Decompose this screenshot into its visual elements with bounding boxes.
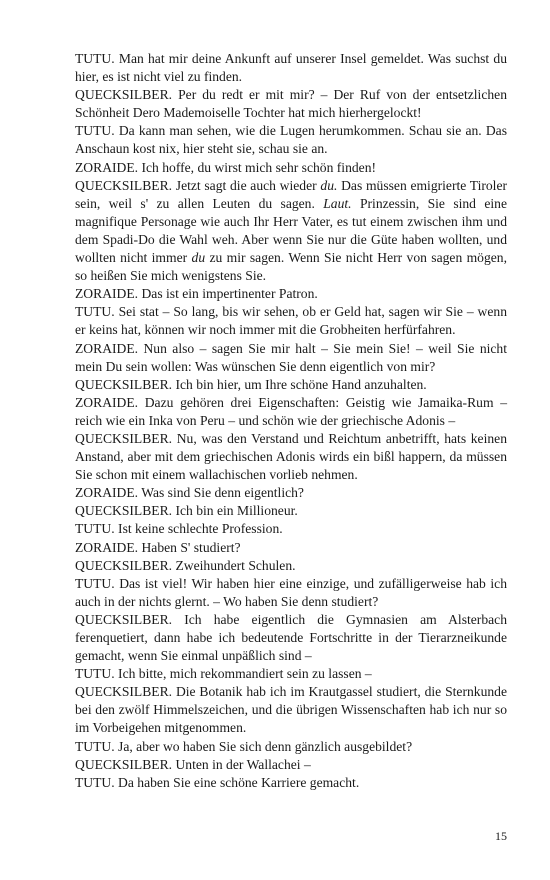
paragraph xyxy=(75,376,507,394)
speaker: QUECKSILBER. xyxy=(75,177,173,193)
page-text xyxy=(75,50,507,792)
paragraph xyxy=(75,340,507,376)
paragraph xyxy=(75,303,507,339)
dialogue: Zweihundert Schulen. xyxy=(175,557,296,573)
paragraph xyxy=(75,484,507,502)
dialogue: Unten in der Wallachei – xyxy=(175,756,311,772)
dialogue: Ich hoffe, du wirst mich sehr schön finden! xyxy=(141,159,377,175)
emphasis: du. xyxy=(320,177,338,193)
emphasis: du xyxy=(191,250,206,266)
paragraph xyxy=(75,738,507,756)
speaker: TUTU. xyxy=(75,575,115,591)
speaker: QUECKSILBER. xyxy=(75,611,173,627)
dialogue: Was sind Sie denn eigentlich? xyxy=(141,485,304,501)
paragraph xyxy=(75,539,507,557)
paragraph xyxy=(75,611,507,665)
paragraph xyxy=(75,122,507,158)
dialogue: Ja, aber wo haben Sie sich denn gänzlich ausgebildet? xyxy=(118,738,413,754)
dialogue: Da kann man sehen, wie die Lugen herumkommen. Schau sie an. Das Anschaun kost nix, hier steht sie, schau sie an. xyxy=(75,123,507,157)
dialogue: Nun also – sagen Sie mir halt – Sie mein Sie! – weil Sie nicht mein Du sein wollen: Was wünschen Sie denn eigentlich von mir? xyxy=(75,340,507,374)
dialogue: Jetzt sagt die auch wieder xyxy=(175,177,317,193)
speaker: ZORAIDE. xyxy=(75,340,139,356)
paragraph xyxy=(75,159,507,177)
speaker: ZORAIDE. xyxy=(75,286,139,302)
paragraph xyxy=(75,520,507,538)
dialogue: Ich bin hier, um Ihre schöne Hand anzuhalten. xyxy=(175,376,427,392)
paragraph xyxy=(75,502,507,520)
dialogue: Ist keine schlechte Profession. xyxy=(118,521,283,537)
dialogue: Man hat mir deine Ankunft auf unserer Insel gemeldet. Was suchst du hier, es ist nicht viel zu finden. xyxy=(75,51,507,85)
speaker: QUECKSILBER. xyxy=(75,87,173,103)
dialogue: Das ist ein impertinenter Patron. xyxy=(141,286,318,302)
paragraph xyxy=(75,430,507,484)
speaker: QUECKSILBER. xyxy=(75,430,173,446)
dialogue: zu mir sagen. Wenn Sie nicht Herr von sagen mögen, so heißen Sie mich wenigstens Sie. xyxy=(75,250,507,284)
speaker: TUTU. xyxy=(75,738,115,754)
dialogue: Dazu gehören drei Eigenschaften: Geistig wie Jamaika-Rum – reich wie ein Inka von Peru – und schön wie der griechische Adonis – xyxy=(75,394,507,428)
paragraph xyxy=(75,665,507,683)
paragraph xyxy=(75,575,507,611)
speaker: TUTU. xyxy=(75,51,115,66)
paragraph xyxy=(75,394,507,430)
paragraph xyxy=(75,557,507,575)
paragraph xyxy=(75,285,507,303)
speaker: TUTU. xyxy=(75,123,115,139)
paragraph xyxy=(75,50,507,86)
dialogue: Die Botanik hab ich im Krautgassel studiert, die Sternkunde bei den zwölf Himmelszeichen, und die übrigen Wissenschaften hab ich nur so im Vorbeigehen mitgenommen. xyxy=(75,684,507,736)
dialogue: Ich bin ein Millioneur. xyxy=(175,503,298,519)
speaker: QUECKSILBER. xyxy=(75,376,173,392)
paragraph xyxy=(75,756,507,774)
dialogue: Das müssen emigrierte Tiroler sein, weil s' zu allen Leuten du sagen. xyxy=(75,177,508,211)
dialogue: Nu, was den Verstand und Reichtum anbetrifft, hats keinen Anstand, aber mit dem griechischen Adonis wirds ein bißl happern, da müssen Sie schon mit einem wallachischen vorlieb nehmen. xyxy=(75,430,507,483)
speaker: QUECKSILBER. xyxy=(75,756,173,772)
paragraph xyxy=(75,683,507,737)
speaker: ZORAIDE. xyxy=(75,485,139,501)
dialogue: Sei stat – So lang, bis wir sehen, ob er Geld hat, sagen wir Sie – wenn er keins hat, können wir noch immer mit die Grobheiten herfürfahren. xyxy=(75,304,507,338)
speaker: QUECKSILBER. xyxy=(75,503,173,519)
speaker: QUECKSILBER. xyxy=(75,684,173,700)
speaker: TUTU. xyxy=(75,304,115,320)
dialogue: Das ist viel! Wir haben hier eine einzige, und zufälligerweise hab ich auch in der nichts glernt. – Wo haben Sie denn studiert? xyxy=(75,575,508,609)
speaker: QUECKSILBER. xyxy=(75,557,173,573)
speaker: ZORAIDE. xyxy=(75,159,139,175)
speaker: ZORAIDE. xyxy=(75,539,139,555)
stage-direction: Laut. xyxy=(323,195,352,211)
dialogue: Ich bitte, mich rekommandiert sein zu lassen – xyxy=(118,666,372,682)
dialogue: Da haben Sie eine schöne Karriere gemacht. xyxy=(118,774,360,790)
speaker: TUTU. xyxy=(75,521,115,537)
paragraph xyxy=(75,774,507,792)
speaker: ZORAIDE. xyxy=(75,394,139,410)
page-number: 15 xyxy=(495,829,507,843)
paragraph xyxy=(75,177,507,286)
dialogue: Ich habe eigentlich die Gymnasien am Alsterbach ferenquetiert, dann habe ich bedeutende Fortschritte in der Tierarzneikunde gemacht, wenn Sie einmal unpäßlich sind – xyxy=(75,611,507,664)
speaker: TUTU. xyxy=(75,774,115,790)
speaker: TUTU. xyxy=(75,666,115,682)
dialogue: Per du redt er mit mir? – Der Ruf von der entsetzlichen Schönheit Dero Mademoiselle Tochter hat mich hierhergelockt! xyxy=(75,87,507,121)
dialogue: Haben S' studiert? xyxy=(141,539,241,555)
paragraph xyxy=(75,86,507,122)
dialogue: Prinzessin, Sie sind eine magnifique Personage wie auch Ihr Herr Vater, es tut einem zwischen ihm und dem Spadi-Do die Wahl weh. Aber wenn Sie nur die Güte haben wollten, und wollten nicht immer xyxy=(75,195,507,266)
